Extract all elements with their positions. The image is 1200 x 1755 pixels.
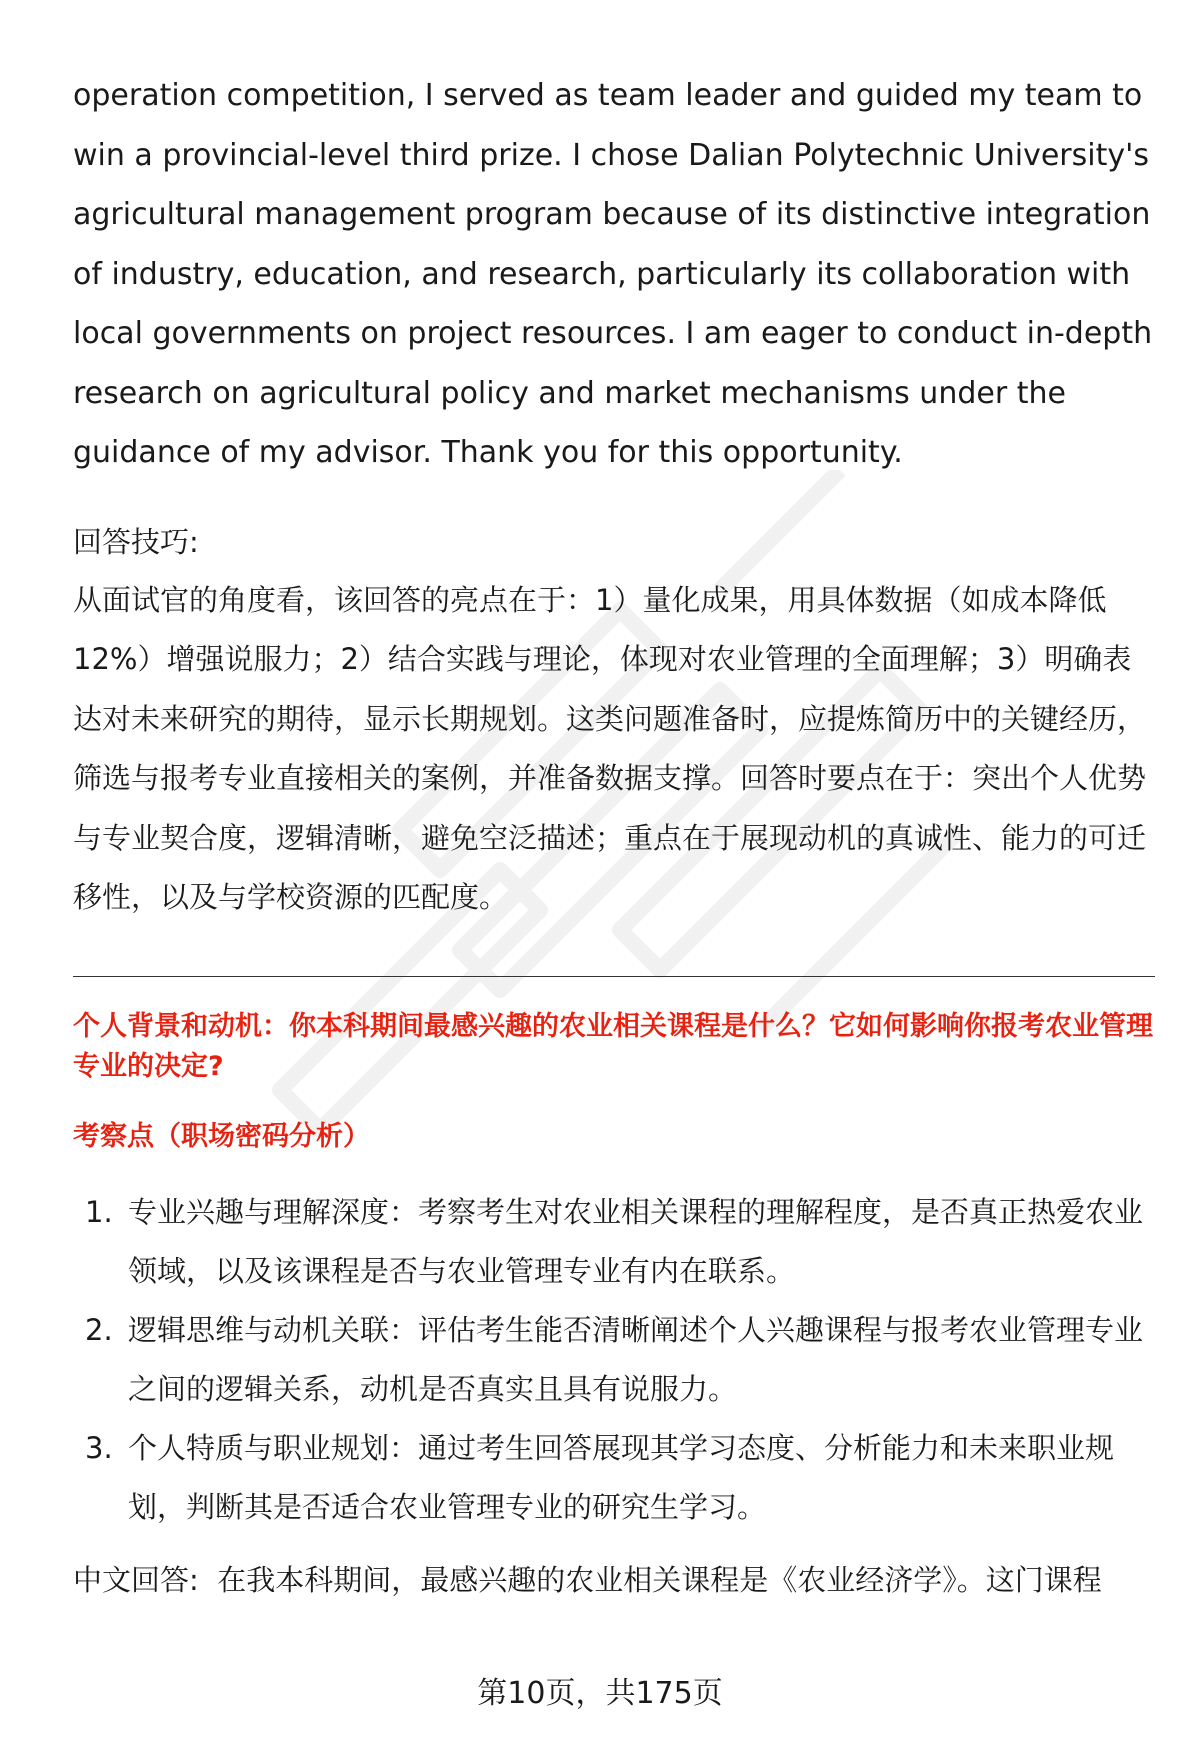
list-item-number: 3. [85, 1430, 113, 1465]
chinese-answer-text: 在我本科期间，最感兴趣的农业相关课程是《农业经济学》。这门课程 [217, 1562, 1102, 1597]
list-item [73, 1183, 1155, 1301]
section-divider [73, 976, 1155, 977]
examination-points-list [73, 1183, 1155, 1537]
chinese-answer [73, 1551, 1155, 1609]
tips-label: 回答技巧: [73, 524, 199, 559]
list-item-number: 1. [85, 1194, 113, 1229]
list-item-text: 逻辑思维与动机关联：评估考生能否清晰阐述个人兴趣课程与报考农业管理专业之间的逻辑关系，动机是否真实且具有说服力。 [128, 1312, 1144, 1406]
list-item-number: 2. [85, 1312, 113, 1347]
list-item [73, 1301, 1155, 1419]
list-item-text: 专业兴趣与理解深度：考察考生对农业相关课程的理解程度，是否真正热爱农业领域，以及该课程是否与农业管理专业有内在联系。 [128, 1194, 1144, 1288]
list-item-text: 个人特质与职业规划：通过考生回答展现其学习态度、分析能力和未来职业规划，判断其是否适合农业管理专业的研究生学习。 [128, 1430, 1115, 1524]
question-heading: 个人背景和动机：你本科期间最感兴趣的农业相关课程是什么？它如何影响你报考农业管理专业的决定? [73, 1010, 1153, 1082]
english-answer-paragraph: operation competition, I served as team leader and guided my team to win a provincial-level third prize. I chose Dalian Polytechnic University's agricultural management program because of its distinctive integration of industry, education, and research, particularly its collaboration with local governments on project resources. I am eager to conduct in-depth research on agricultural policy and market mechanisms under the guidance of my advisor. Thank you for this opportunity. [73, 78, 1153, 470]
document-page [73, 66, 1155, 1609]
examination-points-title: 考察点（职场密码分析） [73, 1120, 370, 1152]
chinese-answer-label: 中文回答: [73, 1562, 199, 1597]
page-number-footer: 第10页，共175页 [477, 1676, 723, 1711]
tips-body: 从面试官的角度看，该回答的亮点在于：1）量化成果，用具体数据（如成本降低12%）增强说服力；2）结合实践与理论，体现对农业管理的全面理解；3）明确表达对未来研究的期待，显示长期规划。这类问题准备时，应提炼简历中的关键经历，筛选与报考专业直接相关的案例，并准备数据支撑。回答时要点在于：突出个人优势与专业契合度，逻辑清晰，避免空泛描述；重点在于展现动机的真诚性、能力的可迁移性，以及与学校资源的匹配度。 [73, 582, 1147, 914]
list-item [73, 1419, 1155, 1537]
